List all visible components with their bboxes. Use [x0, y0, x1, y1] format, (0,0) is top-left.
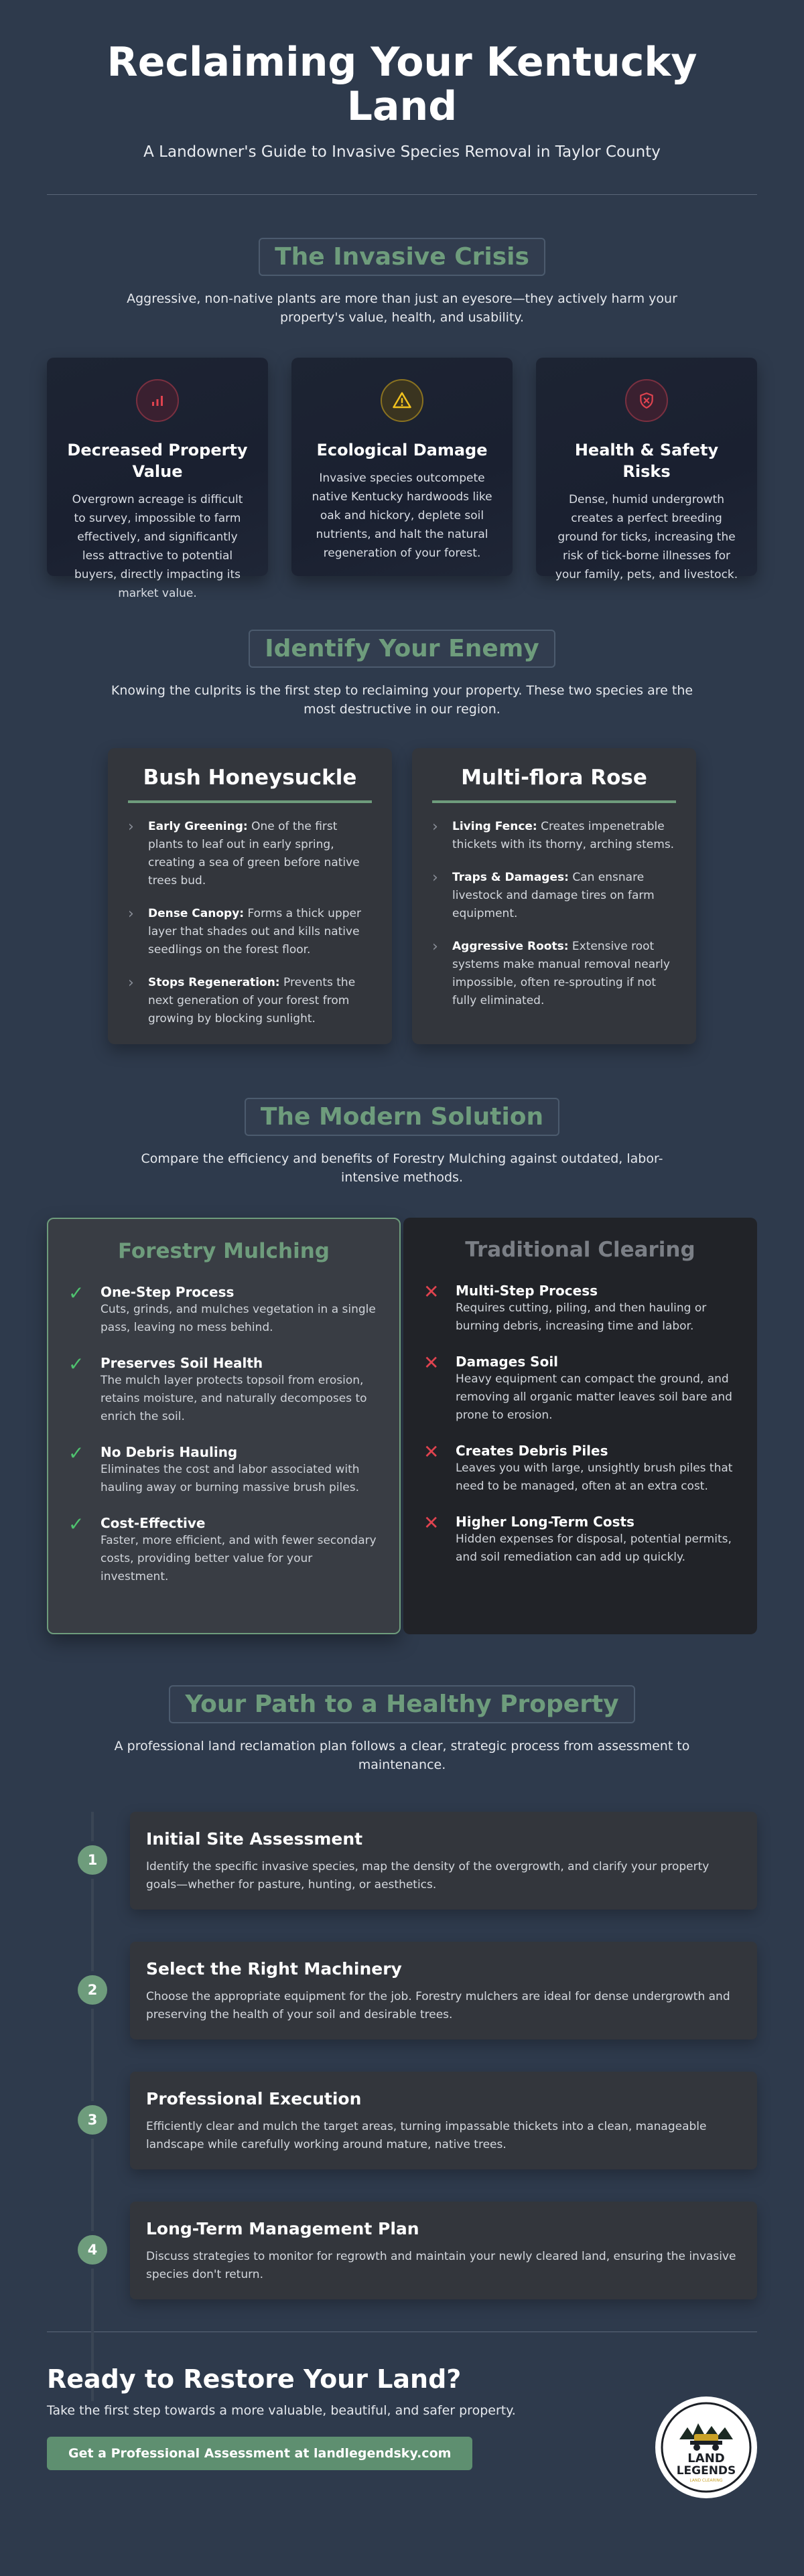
page-subtitle: A Landowner's Guide to Invasive Species Removal in Taylor County — [143, 143, 661, 161]
list-item: ✕ Multi-Step Process Requires cutting, piling, and then hauling or burning debris, increasing time and labor. — [423, 1282, 737, 1336]
step-number: 3 — [78, 2105, 107, 2135]
path-section — [47, 1685, 757, 2299]
check-icon: ✓ — [68, 1513, 84, 1535]
step-title: Long-Term Management Plan — [146, 2219, 419, 2238]
column-title: Traditional Clearing — [465, 1238, 695, 1262]
cross-icon: ✕ — [423, 1352, 440, 1374]
crisis-card-title: Decreased Property Value — [67, 441, 248, 481]
traditional-clearing-column — [403, 1218, 757, 1634]
crisis-card-title: Ecological Damage — [316, 441, 488, 459]
svg-text:LEGENDS: LEGENDS — [676, 2464, 736, 2478]
enemy-section — [47, 630, 757, 1044]
cross-icon: ✕ — [423, 1281, 440, 1303]
list-item: › Aggressive Roots: Extensive root systems make manual removal nearly impossible, often re-sprouting if not fully eliminated. — [432, 938, 670, 1007]
cta-title: Ready to Restore Your Land? — [47, 2364, 462, 2394]
svg-text:LAND CLEARING: LAND CLEARING — [689, 2478, 723, 2483]
path-title: Your Path to a Healthy Property — [169, 1685, 634, 1723]
check-icon: ✓ — [68, 1282, 84, 1304]
species-title: Multi-flora Rose — [461, 766, 647, 790]
hero — [47, 0, 757, 161]
land-legends-logo — [655, 2396, 757, 2498]
species-card-honeysuckle — [108, 748, 392, 1044]
solution-section — [47, 1098, 757, 1634]
page-title: Reclaiming Your Kentucky Land — [107, 39, 697, 130]
species-underline — [432, 800, 676, 803]
step-3 — [47, 2072, 757, 2169]
logo-mark — [659, 2401, 753, 2494]
crisis-description: Aggressive, non-native plants are more than just an eyesore—they actively harm your property's value, health, and usability. — [127, 291, 677, 325]
cross-icon: ✕ — [423, 1512, 440, 1534]
species-underline — [128, 800, 372, 803]
crisis-card-text: Invasive species outcompete native Kentucky hardwoods like oak and hickory, deplete soil nutrients, and halt the natural regeneration of your forest. — [312, 472, 492, 560]
step-number: 1 — [78, 1845, 107, 1875]
step-text: Efficiently clear and mulch the target areas, turning impassable thickets into a clean, manageable landscape while carefully working around mature, native trees. — [146, 2120, 707, 2151]
divider — [47, 194, 757, 195]
species-card-multiflora-rose — [412, 748, 696, 1044]
crisis-card-property-value — [47, 358, 268, 600]
chevron-right-icon: › — [432, 938, 438, 955]
cross-icon: ✕ — [423, 1441, 440, 1463]
list-item: › Early Greening: One of the first plants to leaf out in early spring, creating a sea of green before native trees bud. — [128, 818, 360, 887]
step-text: Identify the specific invasive species, map the density of the overgrowth, and clarify your property goals—whether for pasture, hunting, or aesthetics. — [146, 1860, 710, 1891]
list-item: ✓ Cost-Effective Faster, more efficient, and with fewer secondary costs, providing better value for your investment. — [68, 1514, 379, 1586]
solution-title: The Modern Solution — [245, 1098, 559, 1136]
list-item: ✓ No Debris Hauling Eliminates the cost and labor associated with hauling away or burning massive brush piles. — [68, 1443, 379, 1497]
step-number: 2 — [78, 1975, 107, 2005]
step-4 — [47, 2202, 757, 2299]
solution-description: Compare the efficiency and benefits of Forestry Mulching against outdated, labor-intensive methods. — [141, 1151, 663, 1185]
crisis-card-text: Dense, humid undergrowth creates a perfect breeding ground for ticks, increasing the risk of tick-borne illnesses for your family, pets, and livestock. — [555, 493, 738, 581]
species-title: Bush Honeysuckle — [143, 766, 357, 790]
step-text: Choose the appropriate equipment for the job. Forestry mulchers are ideal for dense undergrowth and preserving the health of your soil and desirable trees. — [146, 1990, 730, 2021]
steps-timeline — [47, 1812, 757, 2299]
list-item: ✓ Preserves Soil Health The mulch layer protects topsoil from erosion, retains moisture, and naturally decomposes to enrich the soil. — [68, 1354, 379, 1426]
chevron-right-icon: › — [432, 818, 438, 835]
forestry-mulching-column — [47, 1218, 401, 1634]
crisis-card-title: Health & Safety Risks — [574, 441, 719, 481]
enemy-description: Knowing the culprits is the first step to reclaiming your property. These two species are the most destructive in our region. — [111, 683, 693, 717]
crisis-card-text: Overgrown acreage is difficult to survey, impossible to farm effectively, and significantly less attractive to potential buyers, directly impacting its market value. — [72, 493, 243, 600]
step-title: Initial Site Assessment — [146, 1829, 363, 1849]
check-icon: ✓ — [68, 1353, 84, 1375]
chevron-right-icon: › — [128, 818, 134, 835]
chevron-right-icon: › — [128, 975, 134, 991]
crisis-card-health — [536, 358, 757, 581]
list-item: ✕ Damages Soil Heavy equipment can compact the ground, and removing all organic matter leaves soil bare and prone to erosion. — [423, 1353, 737, 1425]
enemy-title: Identify Your Enemy — [249, 630, 555, 668]
list-item: › Traps & Damages: Can ensnare livestock and damage tires on farm equipment. — [432, 869, 655, 920]
cta-section — [47, 2364, 757, 2483]
step-2 — [47, 1942, 757, 2040]
shield-icon — [625, 379, 668, 422]
list-item: ✕ Creates Debris Piles Leaves you with large, unsightly brush piles that need to be managed, often at an extra cost. — [423, 1442, 737, 1496]
list-item: › Living Fence: Creates impenetrable thickets with its thorny, arching stems. — [432, 818, 675, 851]
step-title: Select the Right Machinery — [146, 1959, 402, 1979]
bar-chart-icon — [136, 379, 179, 422]
path-description: A professional land reclamation plan follows a clear, strategic process from assessment to maintenance. — [114, 1739, 690, 1772]
step-text: Discuss strategies to monitor for regrowth and maintain your newly cleared land, ensuring the invasive species don't return. — [146, 2250, 736, 2281]
step-number: 4 — [78, 2235, 107, 2265]
step-1 — [47, 1812, 757, 1910]
chevron-right-icon: › — [432, 869, 438, 886]
chevron-right-icon: › — [128, 906, 134, 922]
assessment-cta-button[interactable]: Get a Professional Assessment at landlegendsky.com — [47, 2437, 472, 2470]
svg-text:LAND: LAND — [687, 2451, 725, 2465]
list-item: ✕ Higher Long-Term Costs Hidden expenses for disposal, potential permits, and soil remediation can add up quickly. — [423, 1513, 737, 1567]
crisis-title: The Invasive Crisis — [259, 238, 545, 276]
crisis-section — [47, 238, 757, 600]
check-icon: ✓ — [68, 1442, 84, 1464]
list-item: ✓ One-Step Process Cuts, grinds, and mulches vegetation in a single pass, leaving no mess behind. — [68, 1283, 379, 1337]
column-title: Forestry Mulching — [118, 1239, 330, 1263]
cta-subtitle: Take the first step towards a more valuable, beautiful, and safer property. — [47, 2403, 516, 2418]
warning-icon — [381, 379, 423, 422]
step-title: Professional Execution — [146, 2089, 362, 2108]
crisis-card-ecological — [291, 358, 513, 576]
list-item: › Dense Canopy: Forms a thick upper layer that shades out and kills native seedlings on the forest floor. — [128, 906, 361, 956]
list-item: › Stops Regeneration: Prevents the next generation of your forest from growing by blocking sunlight. — [128, 975, 356, 1025]
